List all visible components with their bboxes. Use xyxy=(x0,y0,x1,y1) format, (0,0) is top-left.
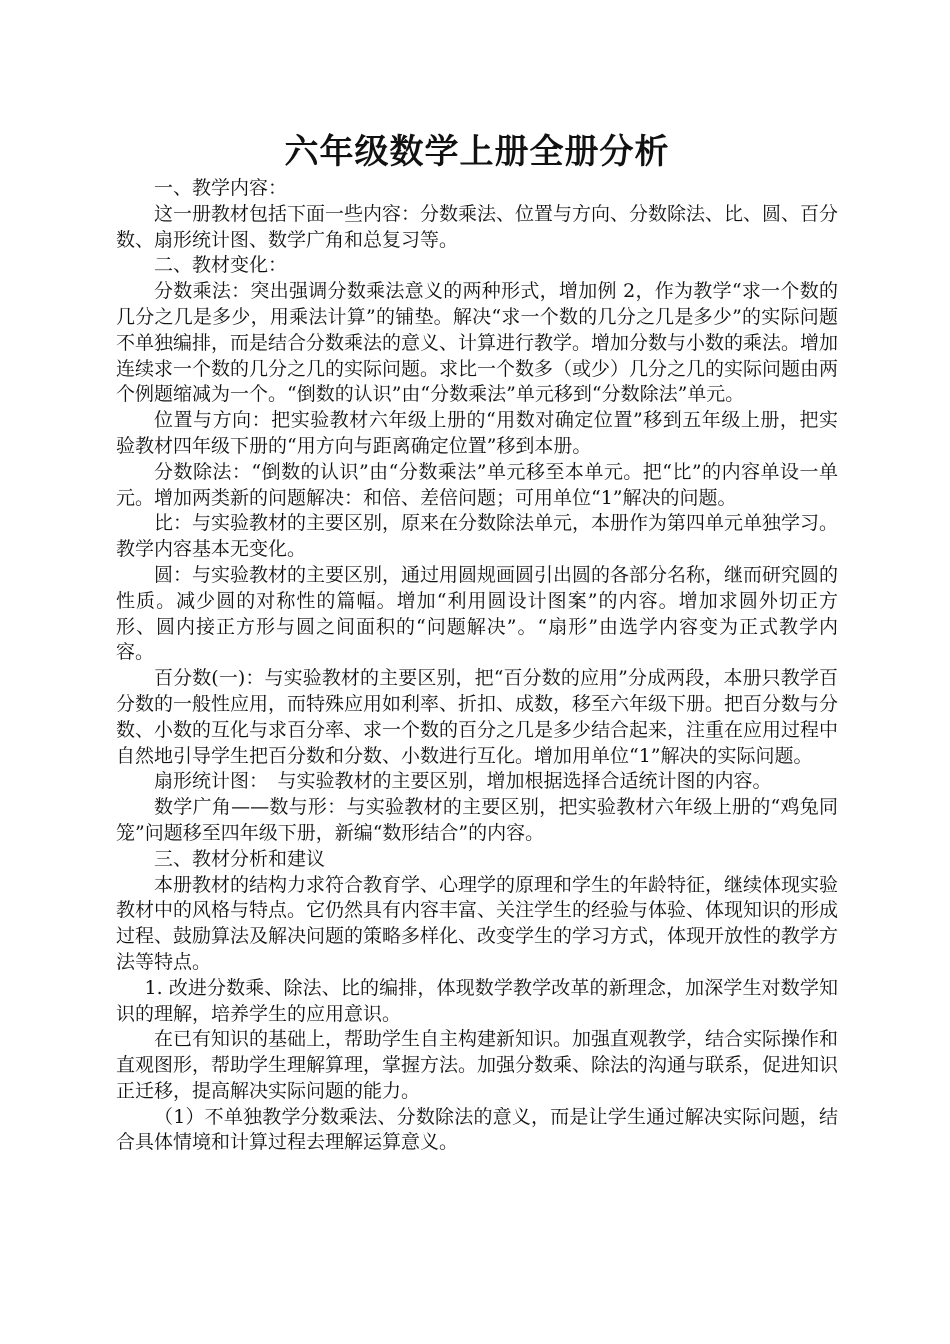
paragraph-pie-chart: 扇形统计图： 与实验教材的主要区别，增加根据选择合适统计图的内容。 xyxy=(154,770,772,793)
section-heading-textbook-changes: 二、教材变化： xyxy=(154,254,288,277)
document-page xyxy=(116,128,838,1156)
document-title: 六年级数学上册全册分析 xyxy=(284,132,670,172)
section-heading-teaching-content: 一、教学内容： xyxy=(154,177,288,199)
section-heading-analysis: 三、教材分析和建议 xyxy=(154,847,326,870)
paragraph-math-wide-angle: 数学广角——数与形：与实验教材的主要区别，把实验教材六年级上册的“鸡兔同笼”问题移至四年级下册，新编“数形结合”的内容。 xyxy=(116,796,838,844)
paragraph-ratio: 比：与实验教材的主要区别，原来在分数除法单元，本册作为第四单元单独学习。教学内容基本无变化。 xyxy=(116,512,839,561)
paragraph-circle: 圆：与实验教材的主要区别，通过用圆规画圆引出圆的各部分名称，继而研究圆的性质。减少圆的对称性的篇幅。增加“利用圆设计图案”的内容。增加求圆外切正方形、圆内接正方形与圆之间面积的“问题解决”。“扇形”由选学内容变为正式教学内容。 xyxy=(116,563,839,664)
paragraph-structure: 本册教材的结构力求符合教育学、心理学的原理和学生的年龄特征，继续体现实验教材中的风格与特点。它仍然具有内容丰富、关注学生的经验与体验、体现知识的形成过程、鼓励算法及解决问题的策略多样化、改变学生的学习方式，体现开放性的教学方法等特点。 xyxy=(116,873,839,973)
paragraph-item-1-1: （1）不单独教学分数乘法、分数除法的意义，而是让学生通过解决实际问题，结合具体情境和计算过程去理解运算意义。 xyxy=(116,1105,838,1154)
paragraph-item-1: 1. 改进分数乘、除法、比的编排，体现数学教学改革的新理念，加深学生对数学知识的理解，培养学生的应用意识。 xyxy=(116,976,838,1025)
paragraph-build-knowledge: 在已有知识的基础上，帮助学生自主构建新知识。加强直观教学，结合实际操作和直观图形，帮助学生理解算理，掌握方法。加强分数乘、除法的沟通与联系，促进知识正迁移，提高解决实际问题的能力。 xyxy=(116,1028,839,1102)
paragraph-fraction-multiplication: 分数乘法：突出强调分数乘法意义的两种形式，增加例 2，作为教学“求一个数的几分之几是多少，用乘法计算”的铺垫。解决“求一个数的几分之几是多少”的实际问题不单独编排，而是结合分数乘法的意义、计算进行教学。增加分数与小数的乘法。增加连续求一个数的几分之几的实际问题。求比一个数多（或少）几分之几的实际问题由两个例题缩减为一个。“倒数的认识”由“分数乘法”单元移到“分数除法”单元。 xyxy=(116,280,839,406)
paragraph-position-direction: 位置与方向：把实验教材六年级上册的“用数对确定位置”移到五年级上册，把实验教材四年级下册的“用方向与距离确定位置”移到本册。 xyxy=(116,409,838,457)
paragraph-fraction-division: 分数除法：“倒数的认识”由“分数乘法”单元移至本单元。把“比”的内容单设一单元。增加两类新的问题解决：和倍、差倍问题；可用单位“1”解决的问题。 xyxy=(116,460,838,509)
paragraph-percentage: 百分数(一)：与实验教材的主要区别，把“百分数的应用”分成两段，本册只教学百分数的一般性应用，而特殊应用如利率、折扣、成数，移至六年级下册。把百分数与分数、小数的互化与求百分率、求一个数的百分之几是多少结合起来，注重在应用过程中自然地引导学生把百分数和分数、小数进行互化。增加用单位“1”解决的实际问题。 xyxy=(116,667,839,767)
paragraph-content-list: 这一册教材包括下面一些内容：分数乘法、位置与方向、分数除法、比、圆、百分数、扇形统计图、数学广角和总复习等。 xyxy=(116,202,839,251)
